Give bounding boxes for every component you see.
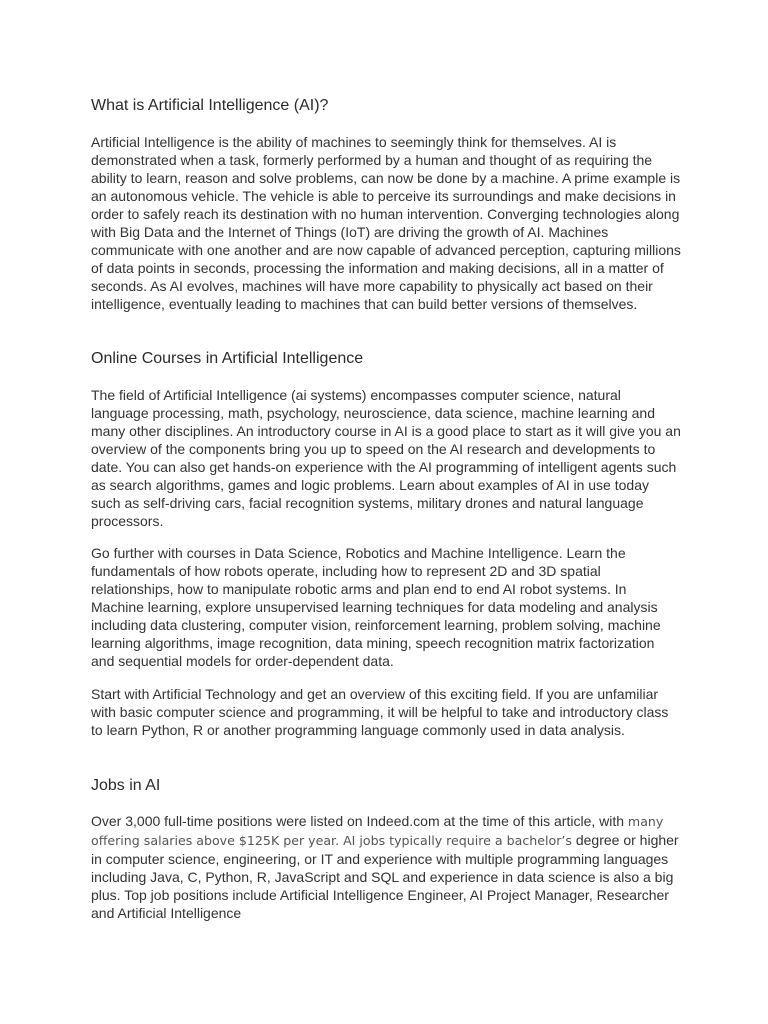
paragraph-what-is-ai: Artificial Intelligence is the ability of machines to seemingly think for themselves. AI is demonstrated when a task, formerly performed by a human and thought of as requiring the ability to learn, reason and solve problems, can now be done by a machine. A prime example is an autonomous vehicle. The vehicle is able to perceive its surroundings and make decisions in order to safely reach its destination with no human intervention. Converging technologies along with Big Data and the Internet of Things (IoT) are driving the growth of AI. Machines communicate with one another and are now capable of advanced perception, capturing millions of data points in seconds, processing the information and making decisions, all in a matter of seconds. As AI evolves, machines will have more capability to physically act based on their intelligence, eventually leading to machines that can build better versions of themselves.: [91, 134, 681, 312]
jobs-text-start: Over 3,000 full-time positions were listed on Indeed.com at the time of this article, with: [91, 813, 625, 829]
paragraph-courses-further: Go further with courses in Data Science, Robotics and Machine Intelligence. Learn the fundamentals of how robots operate, including how to represent 2D and 3D spatial relationships, how to manipulate robotic arms and plan end to end AI robot systems. In Machine learning, explore unsupervised learning techniques for data modeling and analysis including data clustering, computer vision, reinforcement learning, problem solving, machine learning algorithms, image recognition, data mining, speech recognition matrix factorization and sequential models for order-dependent data.: [91, 545, 661, 669]
jobs-text-alt-font: many offering salaries above $125K per year. AI jobs typically require a bachelor’s: [91, 814, 664, 848]
heading-online-courses: Online Courses in Artificial Intelligence: [91, 350, 364, 367]
paragraph-courses-intro: The field of Artificial Intelligence (ai systems) encompasses computer science, natural language processing, math, psychology, neuroscience, data science, machine learning and many other disciplines. An introductory course in AI is a good place to start as it will give you an overview of the components bring you up to speed on the AI research and developments to date. You can also get hands-on experience with the AI programming of intelligent agents such as search algorithms, games and logic problems. Learn about examples of AI in use today such as self-driving cars, facial recognition systems, military drones and natural language processors.: [91, 387, 681, 529]
heading-jobs-in-ai: Jobs in AI: [91, 777, 161, 794]
jobs-text-end: degree or higher in computer science, engineering, or IT and experience with multiple programming languages including Java, C, Python, R, JavaScript and SQL and experience in data science is also a big plus. Top job positions include Artificial Intelligence Engineer, AI Project Manager, Researcher and Artificial Intelligence: [91, 832, 679, 921]
paragraph-jobs: [91, 812, 681, 922]
paragraph-courses-start: Start with Artificial Technology and get an overview of this exciting field. If you are unfamiliar with basic computer science and programming, it will be helpful to take and introductory class to learn Python, R or another programming language commonly used in data analysis.: [91, 686, 669, 738]
heading-what-is-ai: What is Artificial Intelligence (AI)?: [91, 97, 329, 114]
